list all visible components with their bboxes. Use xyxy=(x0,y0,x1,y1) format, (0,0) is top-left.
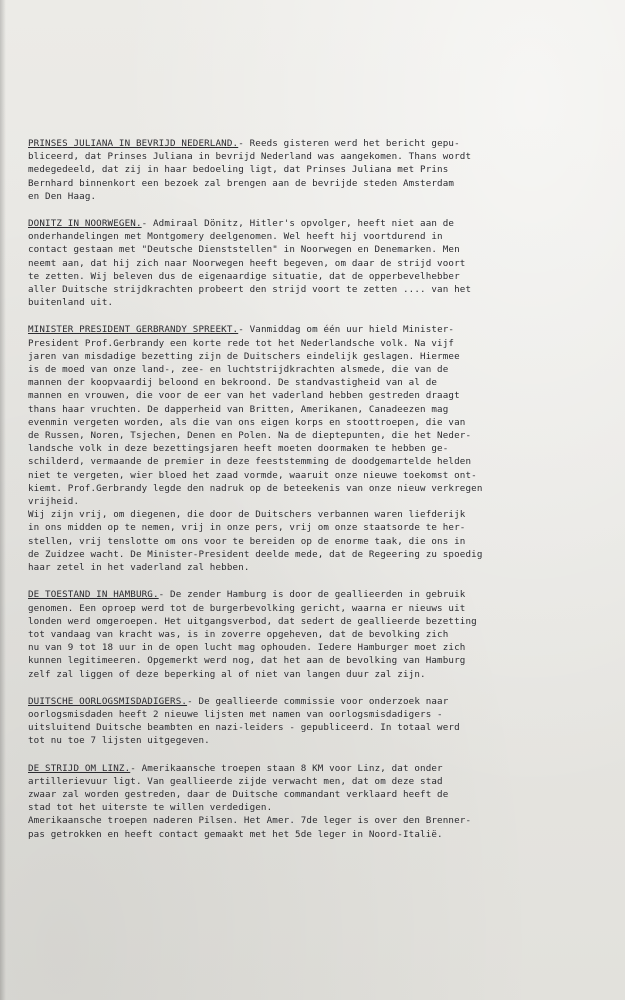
section-line: Wij zijn vrij, om diegenen, die door de Duitschers verbannen waren liefderijk xyxy=(28,509,466,521)
section-line: jaren van misdadige bezetting zijn de Duitschers eindelijk geslagen. Hiermee xyxy=(28,350,460,362)
section-hamburg xyxy=(28,588,596,680)
section-line: in ons midden op te nemen, vrij in onze pers, vrij om onze staatsorde te her- xyxy=(28,522,466,534)
section-line: aller Duitsche strijdkrachten probeert den strijd voort te zetten .... van het xyxy=(28,284,472,296)
section-line: kunnen legitimeeren. Opgemerkt werd nog, dat het aan de bevolking van Hamburg xyxy=(28,655,466,667)
section-line: uitsluitend Duitsche beambten en nazi-leiders - gepubliceerd. In totaal werd xyxy=(28,722,460,734)
section-line: kiemt. Prof.Gerbrandy legde den nadruk op de beteekenis van onze nieuw verkregen xyxy=(28,482,483,494)
section-line: President Prof.Gerbrandy een korte rede tot het Nederlandsche volk. Na vijf xyxy=(28,337,455,349)
section-line: en Den Haag. xyxy=(28,190,97,202)
section-oorlogsmisdadigers xyxy=(28,695,596,748)
section-line: schilderd, vermaande de premier in deze feeststemming de doodgemartelde helden xyxy=(28,456,472,468)
section-gerbrandy xyxy=(28,323,596,574)
section-line: londen werd omgeroepen. Het uitgangsverbod, dat sedert de geallieerde bezetting xyxy=(28,615,477,627)
section-line: Amerikaansche troepen naderen Pilsen. Het Amer. 7de leger is over den Brenner- xyxy=(28,815,472,827)
section-line: de Russen, Noren, Tsjechen, Denen en Polen. Na de dieptepunten, die het Neder- xyxy=(28,430,472,442)
section-heading: DE STRIJD OM LINZ. xyxy=(28,762,131,774)
section-heading: DUITSCHE OORLOGSMISDADIGERS. xyxy=(28,695,188,707)
section-line: mannen der koopvaardij beloond en bekroond. De standvastigheid van al de xyxy=(28,377,438,389)
section-line: medegedeeld, dat zij in haar bedoeling ligt, dat Prinses Juliana met Prins xyxy=(28,164,449,176)
section-heading: DE TOESTAND IN HAMBURG. xyxy=(28,589,159,601)
section-line: artillerievuur ligt. Van geallieerde zijde verwacht men, dat om deze stad xyxy=(28,775,443,787)
section-line: zwaar zal worden gestreden, daar de Duitsche commandant verklaard heeft de xyxy=(28,788,449,800)
section-line: pas getrokken en heeft contact gemaakt met het 5de leger in Noord-Italië. xyxy=(28,828,443,840)
section-line: haar zetel in het vaderland zal hebben. xyxy=(28,562,250,574)
section-line: contact gestaan met "Deutsche Dienststellen" in Noorwegen en Denemarken. Men xyxy=(28,244,460,256)
section-line: DUITSCHE OORLOGSMISDADIGERS.- De geallieerde commissie voor onderzoek naar xyxy=(28,695,449,707)
section-line: thans haar vruchten. De dapperheid van Britten, Amerikanen, Canadeezen mag xyxy=(28,403,449,415)
section-linz xyxy=(28,762,596,841)
section-line: de Zuidzee wacht. De Minister-President deelde mede, dat de Regeering zu spoedig xyxy=(28,548,483,560)
section-line: landsche volk in deze bezettingsjaren heeft moeten doormaken te hebben ge- xyxy=(28,443,449,455)
section-line: PRINSES JULIANA IN BEVRIJD NEDERLAND.- Reeds gisteren werd het bericht gepu- xyxy=(28,138,460,149)
section-line: genomen. Een oproep werd tot de burgerbevolking gericht, waarna er nieuws uit xyxy=(28,602,466,614)
section-line: oorlogsmisdaden heeft 2 nieuwe lijsten met namen van oorlogsmisdadigers - xyxy=(28,708,443,720)
section-line: DE STRIJD OM LINZ.- Amerikaansche troepen staan 8 KM voor Linz, dat onder xyxy=(28,762,443,774)
section-line: Bernhard binnenkort een bezoek zal brengen aan de bevrijde steden Amsterdam xyxy=(28,177,455,189)
section-heading: DONITZ IN NOORWEGEN. xyxy=(28,218,142,230)
section-line: evenmin vergeten worden, als die van ons eigen korps en stoottroepen, die van xyxy=(28,416,466,428)
section-line: is de moed van onze land-, zee- en luchtstrijdkrachten alsmede, die van de xyxy=(28,364,449,376)
section-line: nu van 9 tot 18 uur in de open lucht mag ophouden. Iedere Hamburger moet zich xyxy=(28,642,466,654)
section-heading: PRINSES JULIANA IN BEVRIJD NEDERLAND. xyxy=(28,138,239,149)
section-donitz xyxy=(28,217,596,309)
section-line: neemt aan, dat hij zich naar Noorwegen heeft begeven, om daar de strijd voort xyxy=(28,257,466,269)
section-line: zelf zal liggen of deze beperking al of niet van langen duur zal zijn. xyxy=(28,668,426,680)
section-line: DE TOESTAND IN HAMBURG.- De zender Hamburg is door de geallieerden in gebruik xyxy=(28,589,466,601)
section-line: mannen en vrouwen, die voor de eer van het vaderland hebben gestreden draagt xyxy=(28,390,460,402)
section-line: onderhandelingen met Montgomery deelgenomen. Wel heeft hij voortdurend in xyxy=(28,231,443,243)
section-heading: MINISTER PRESIDENT GERBRANDY SPREEKT. xyxy=(28,324,239,336)
section-line: bliceerd, dat Prinses Juliana in bevrijd Nederland was aangekomen. Thans wordt xyxy=(28,151,472,163)
section-line: tot vandaag van kracht was, is in zoverre opgeheven, dat de bevolking zich xyxy=(28,628,449,640)
section-line: DONITZ IN NOORWEGEN.- Admiraal Dönitz, Hitler's opvolger, heeft niet aan de xyxy=(28,218,455,230)
section-line: stellen, vrij tenslotte om ons voor te bereiden op de enorme taak, die ons in xyxy=(28,535,466,547)
section-line: vrijheid. xyxy=(28,496,80,508)
page-edge-shadow xyxy=(0,0,6,1000)
news-bulletin xyxy=(28,131,596,855)
section-line: stad tot het uiterste te willen verdedigen. xyxy=(28,802,273,814)
section-line: te zetten. Wij beleven dus de eigenaardige situatie, dat de opperbevelhebber xyxy=(28,270,460,282)
section-prinses-juliana xyxy=(28,137,596,203)
section-line: buitenland uit. xyxy=(28,297,114,309)
section-line: niet te vergeten, wier bloed het zaad vormde, waaruit onze nieuwe toekomst ont- xyxy=(28,469,477,481)
section-line: tot nu toe 7 lijsten uitgegeven. xyxy=(28,735,210,747)
section-line: MINISTER PRESIDENT GERBRANDY SPREEKT.- Vanmiddag om één uur hield Minister- xyxy=(28,324,455,336)
